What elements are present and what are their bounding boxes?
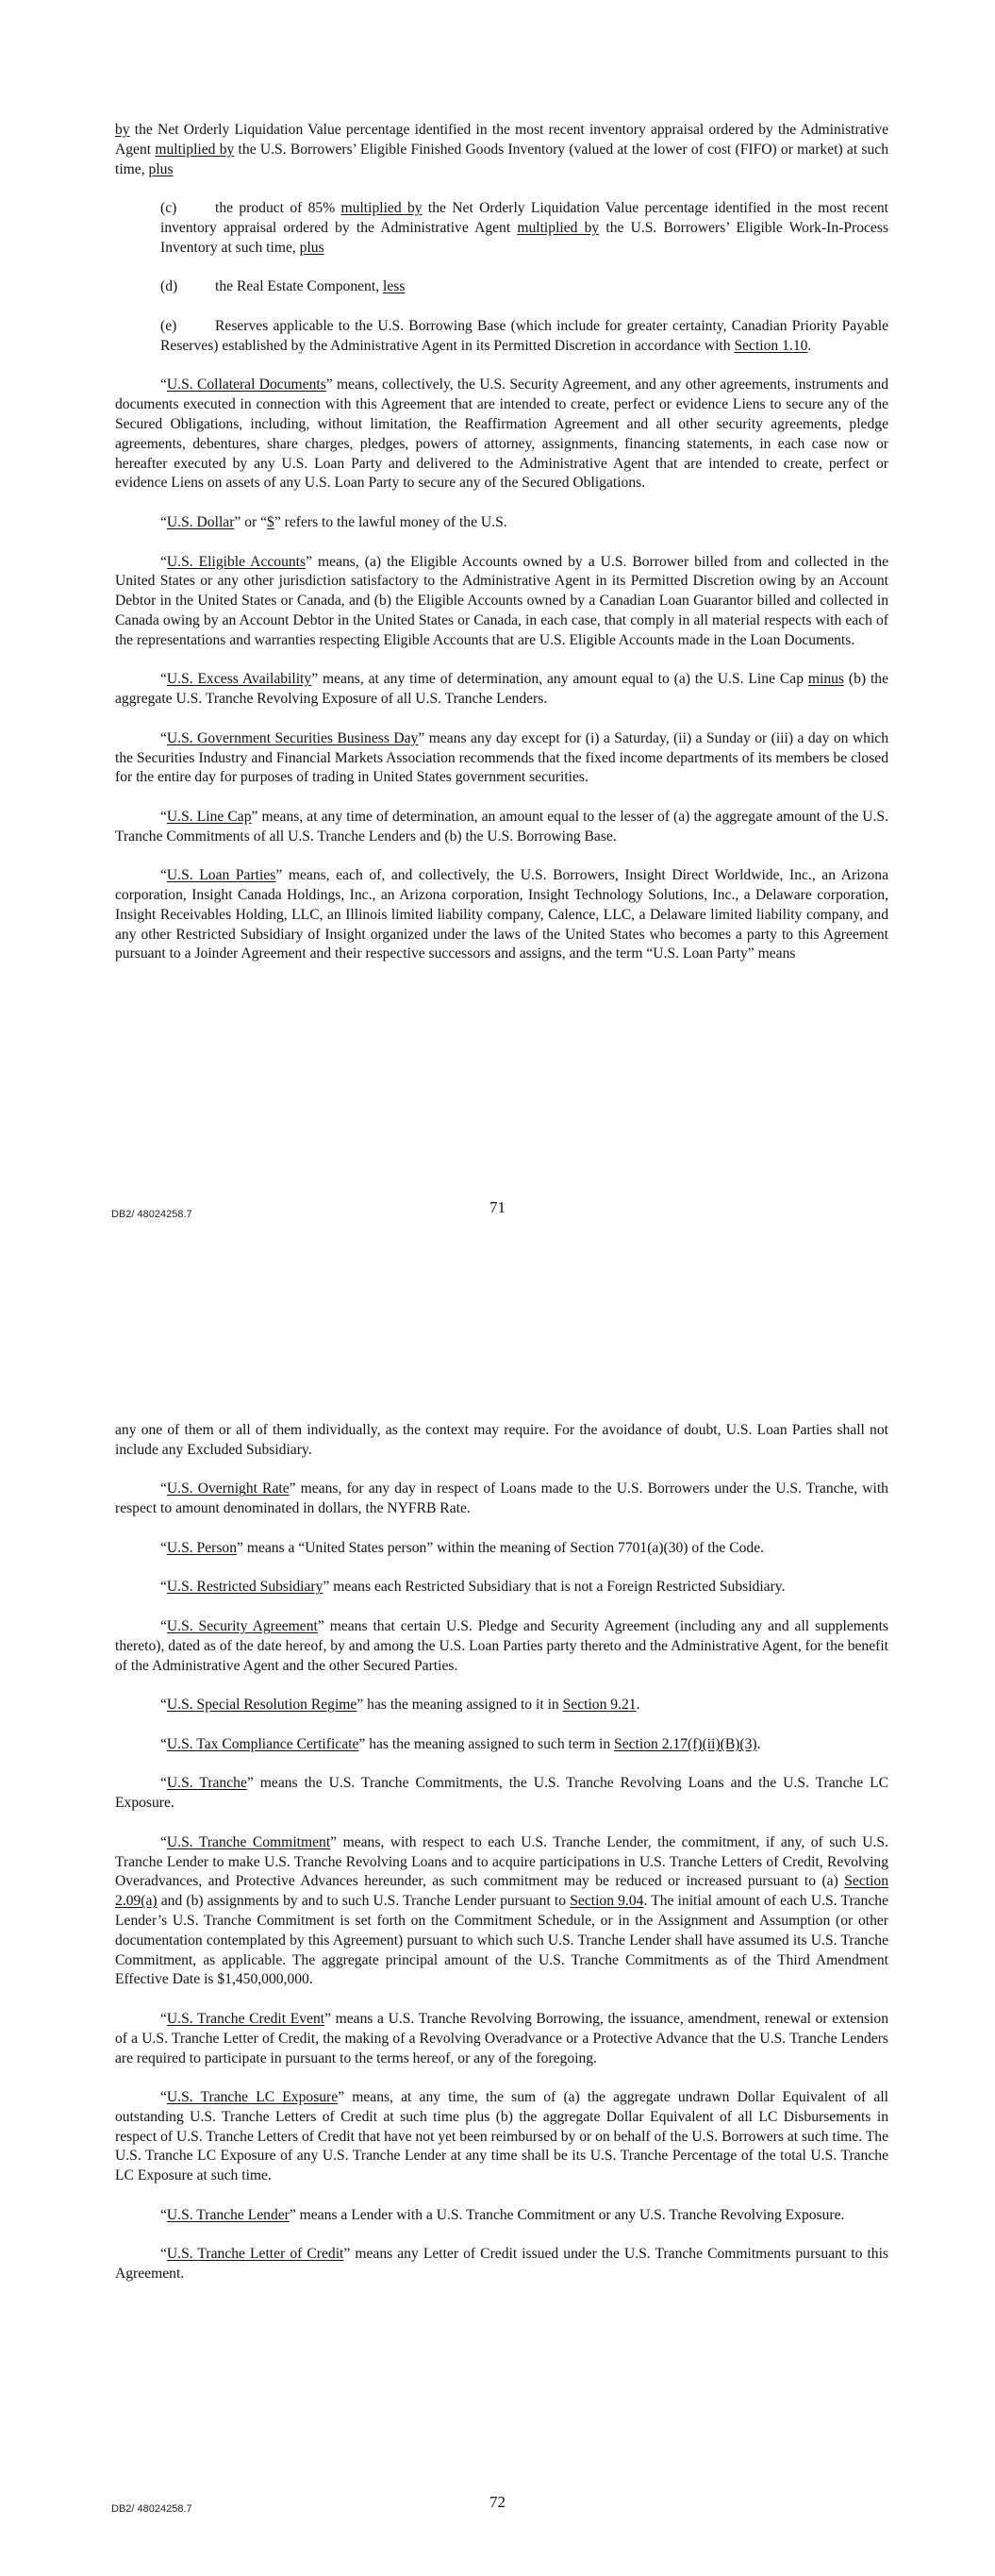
document-id: DB2/ 48024258.7	[111, 2503, 192, 2515]
definition-us-dollar: “U.S. Dollar” or “$” refers to the lawful money of the U.S.	[160, 513, 507, 530]
defined-term: U.S. Person	[166, 1539, 237, 1556]
underlined-term: less	[383, 278, 406, 295]
definition-us-excess-availability: “U.S. Excess Availability” means, at any time of determination, any amount equal to (a) the U.S. Line Cap minus (b) the aggregate U.S. Tranche Revolving Exposure of all U.S. Tranche Lenders.	[115, 671, 888, 708]
defined-term: $	[267, 513, 274, 530]
definition-us-security-agreement: “U.S. Security Agreement” means that certain U.S. Pledge and Security Agreement (including any and all supplements thereto), dated as of the date hereof, by and among the U.S. Loan Parties party thereto and the Administrative Agent, for the benefit of the Administrative Agent and the other Secured Parties.	[115, 1617, 888, 1674]
page-71-body	[115, 121, 888, 984]
definition-us-restricted-subsidiary: “U.S. Restricted Subsidiary” means each Restricted Subsidiary that is not a Foreign Restricted Subsidiary.	[160, 1579, 786, 1596]
clause-d: (d) the Real Estate Component, less	[115, 277, 888, 297]
section-reference: Section 2.17(f)(ii)(B)(3)	[614, 1735, 757, 1752]
underlined-term: minus	[807, 671, 844, 688]
definition-us-tranche-credit-event: “U.S. Tranche Credit Event” means a U.S. Tranche Revolving Borrowing, the issuance, amendment, renewal or extension of a U.S. Tranche Letter of Credit, the making of a Revolving Overadvance or a Protective Advance that the U.S. Tranche Lenders are required to participate in pursuant to the terms hereof, or any of the foregoing.	[115, 2010, 888, 2066]
page-72-body	[115, 1421, 888, 2304]
page-72	[0, 1359, 995, 2576]
definition-us-collateral-documents: “U.S. Collateral Documents” means, collectively, the U.S. Security Agreement, and any other agreements, instruments and documents executed in connection with this Agreement that are intended to create, perfect or evidence Liens to secure any of the Secured Obligations, including, without limitation, the Reaffirmation Agreement and all other security agreements, pledge agreements, debentures, share charges, pledges, powers of attorney, assignments, financing statements, in each case now or hereafter executed by any U.S. Loan Party and delivered to the Administrative Agent that are intended to create, perfect or evidence Liens on assets of any U.S. Loan Party to secure any of the Secured Obligations.	[115, 376, 889, 492]
definition-us-person: “U.S. Person” means a “United States person” within the meaning of Section 7701(a)(30) of the Code.	[160, 1539, 765, 1556]
underlined-term: multiplied by	[517, 219, 600, 236]
page-number: 72	[489, 2493, 506, 2511]
defined-term: U.S. Security Agreement	[166, 1617, 318, 1634]
defined-term: U.S. Tranche LC Exposure	[166, 2089, 339, 2106]
underlined-term: by	[115, 122, 130, 138]
defined-term: U.S. Tax Compliance Certificate	[166, 1735, 359, 1752]
underlined-term: plus	[148, 160, 174, 177]
defined-term: U.S. Collateral Documents	[166, 376, 326, 393]
underlined-term: multiplied by	[340, 200, 423, 217]
defined-term: U.S. Tranche Commitment	[166, 1833, 331, 1850]
clause-c: (c) the product of 85% multiplied by the Net Orderly Liquidation Value percentage identified in the most recent inventory appraisal ordered by the Administrative Agent multiplied by the U.S. Borrowers’ Eligible Work-In-Process Inventory at such time, plus	[160, 200, 889, 256]
definition-us-line-cap: “U.S. Line Cap” means, at any time of determination, an amount equal to the lesser of (a) the aggregate amount of the U.S. Tranche Commitments of all U.S. Tranche Lenders and (b) the U.S. Borrowing Base.	[115, 808, 888, 845]
clause-label: (d)	[160, 278, 178, 295]
defined-term: U.S. Special Resolution Regime	[166, 1697, 357, 1714]
page-71	[0, 0, 995, 1264]
definition-us-loan-parties: “U.S. Loan Parties” means, each of, and collectively, the U.S. Borrowers, Insight Direct Worldwide, Inc., an Arizona corporation, Insight Canada Holdings, Inc., an Arizona corporation, Insight Technology Solutions, Inc., a Delaware corporation, Insight Receivables Holding, LLC, an Illinois limited liability company, Calence, LLC, a Delaware limited liability company, and any other Restricted Subsidiary of Insight organized under the laws of the United States who becomes a party to this Agreement pursuant to a Joinder Agreement and their respective successors and assigns, and the term “U.S. Loan Party” means	[115, 867, 888, 962]
defined-term: U.S. Excess Availability	[166, 671, 312, 688]
section-reference: Section 9.21	[562, 1697, 637, 1714]
definition-us-tranche-lender: “U.S. Tranche Lender” means a Lender with a U.S. Tranche Commitment or any U.S. Tranche Revolving Exposure.	[160, 2206, 845, 2223]
defined-term: U.S. Tranche Letter of Credit	[166, 2246, 344, 2263]
defined-term: U.S. Dollar	[166, 513, 235, 530]
page-number: 71	[489, 1198, 506, 1216]
clause-label: (e)	[160, 317, 177, 334]
defined-term: U.S. Restricted Subsidiary	[166, 1579, 323, 1596]
definition-us-gov-securities-business-day: “U.S. Government Securities Business Day” means any day except for (i) a Saturday, (ii) a Sunday or (iii) a day on which the Securities Industry and Financial Markets Association recommends that the fixed income departments of its members be closed for the entire day for purposes of trading in United States government securities.	[115, 729, 889, 786]
definition-us-tax-compliance-certificate: “U.S. Tax Compliance Certificate” has the meaning assigned to such term in Section 2.17(f)(ii)(B)(3).	[160, 1735, 761, 1752]
defined-term: U.S. Tranche Lender	[166, 2206, 290, 2223]
borrowing-base-continuation: by the Net Orderly Liquidation Value percentage identified in the most recent inventory appraisal ordered by the Administrative Agent multiplied by the U.S. Borrowers’ Eligible Finished Goods Inventory (valued at the lower of cost (FIFO) or market) at such time, plus	[115, 122, 888, 177]
section-reference: Section 2.09(a)	[115, 1873, 888, 1910]
defined-term: U.S. Eligible Accounts	[166, 553, 307, 570]
defined-term: U.S. Overnight Rate	[166, 1480, 290, 1497]
clause-label: (c)	[160, 200, 177, 217]
defined-term: U.S. Line Cap	[166, 808, 252, 825]
loan-parties-continuation: any one of them or all of them individually, as the context may require. For the avoidance of doubt, U.S. Loan Parties shall not include any Excluded Subsidiary.	[115, 1422, 888, 1458]
definition-us-tranche-letter-of-credit: “U.S. Tranche Letter of Credit” means any Letter of Credit issued under the U.S. Tranche Commitments pursuant to this Agreement.	[115, 2246, 888, 2283]
defined-term: U.S. Government Securities Business Day	[166, 729, 419, 746]
underlined-term: plus	[299, 239, 324, 256]
definition-us-overnight-rate: “U.S. Overnight Rate” means, for any day in respect of Loans made to the U.S. Borrowers under the U.S. Tranche, with respect to amount denominated in dollars, the NYFRB Rate.	[115, 1480, 888, 1517]
section-reference: Section 1.10	[734, 337, 808, 354]
definition-us-tranche: “U.S. Tranche” means the U.S. Tranche Commitments, the U.S. Tranche Revolving Loans and the U.S. Tranche LC Exposure.	[115, 1775, 889, 1812]
document-id: DB2/ 48024258.7	[111, 1209, 192, 1220]
definition-us-eligible-accounts: “U.S. Eligible Accounts” means, (a) the Eligible Accounts owned by a U.S. Borrower billed from and collected in the United States or any other jurisdiction satisfactory to the Administrative Agent in its Permitted Discretion owing by an Account Debtor in the United States or Canada, and (b) the Eligible Accounts owned by a Canadian Loan Guarantor billed and collected in Canada owing by an Account Debtor in the United States or Canada, in each case, that comply in all material respects with each of the representations and warranties respecting Eligible Accounts that are U.S. Eligible Accounts made in the Loan Documents.	[115, 553, 888, 648]
defined-term: U.S. Tranche Credit Event	[166, 2010, 325, 2027]
definition-us-special-resolution-regime: “U.S. Special Resolution Regime” has the meaning assigned to it in Section 9.21.	[160, 1697, 640, 1714]
definition-us-tranche-lc-exposure: “U.S. Tranche LC Exposure” means, at any time, the sum of (a) the aggregate undrawn Dollar Equivalent of all outstanding U.S. Tranche Letters of Credit at such time plus (b) the aggregate Dollar Equivalent of all LC Disbursements in respect of U.S. Tranche Letters of Credit that have not yet been reimbursed by or on behalf of the U.S. Borrowers at such time. The U.S. Tranche LC Exposure of any U.S. Tranche Lender at any time shall be its U.S. Tranche Percentage of the total U.S. Tranche LC Exposure at such time.	[115, 2089, 888, 2184]
clause-e: (e) Reserves applicable to the U.S. Borrowing Base (which include for greater certainty, Canadian Priority Payable Reserves) established by the Administrative Agent in its Permitted Discretion in accordance with Section 1.10.	[160, 317, 888, 354]
section-reference: Section 9.04	[570, 1893, 644, 1910]
underlined-term: multiplied by	[155, 141, 235, 158]
definition-us-tranche-commitment: “U.S. Tranche Commitment” means, with respect to each U.S. Tranche Lender, the commitment, if any, of such U.S. Tranche Lender to make U.S. Tranche Revolving Loans and to acquire participations in U.S. Tranche Letters of Credit, Revolving Overadvances, and Protective Advances hereunder, as such commitment may be reduced or increased pursuant to (a) Section 2.09(a) and (b) assignments by and to such U.S. Tranche Lender pursuant to Section 9.04. The initial amount of each U.S. Tranche Lender’s U.S. Tranche Commitment is set forth on the Commitment Schedule, or in the Assignment and Assumption (or other documentation contemplated by this Agreement) pursuant to which such U.S. Tranche Lender shall have assumed its U.S. Tranche Commitment, as applicable. The aggregate principal amount of the U.S. Tranche Commitments as of the Third Amendment Effective Date is $1,450,000,000.	[115, 1833, 889, 1988]
defined-term: U.S. Tranche	[166, 1775, 247, 1792]
defined-term: U.S. Loan Parties	[166, 867, 276, 884]
